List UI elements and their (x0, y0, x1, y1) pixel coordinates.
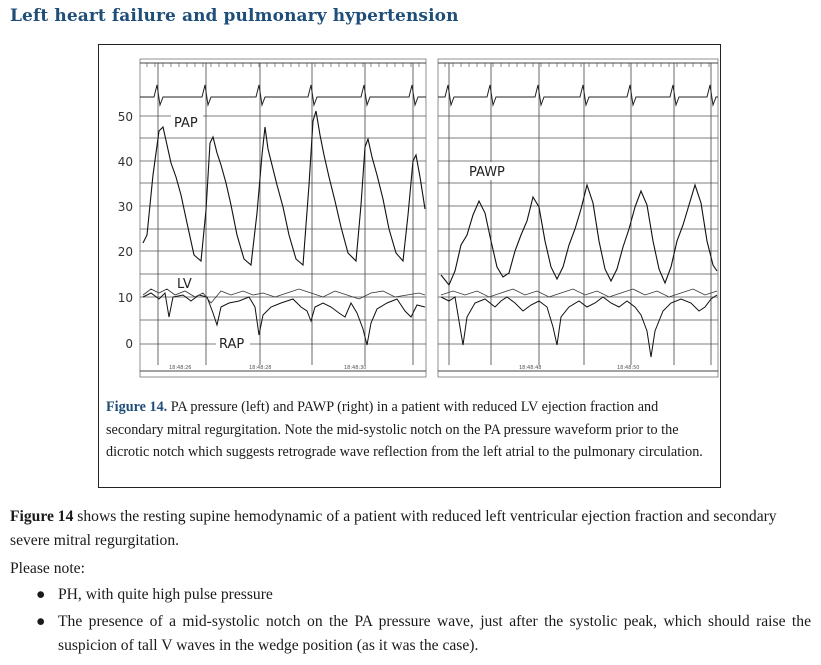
bullet-text: PH, with quite high pulse pressure (58, 586, 273, 603)
bullet-text: The presence of a mid-systolic notch on the PA pressure wave, just after the systolic peak, which should raise the suspicion of tall V waves in the wedge position (as it was the case). (58, 613, 811, 654)
svg-text:18:48:26: 18:48:26 (169, 365, 192, 371)
svg-text:18:48:50: 18:48:50 (617, 365, 640, 371)
figure-14 (98, 44, 721, 488)
pa-pressure-panel (140, 59, 426, 377)
body-paragraph (10, 505, 815, 553)
svg-text:18:48:48: 18:48:48 (519, 365, 542, 371)
bullet-item (10, 610, 811, 658)
caption-text: PA pressure (left) and PAWP (right) in a patient with reduced LV ejection fraction and secondary mitral regurgitation. Note the mid-systolic notch on the PA pressure waveform prior to the dicrotic notch which suggests retrograde wave reflection from the left atrial to the pulmonary circulation. (106, 399, 703, 460)
note-intro: Please note: (10, 560, 85, 577)
bullet-dot-icon: ● (36, 613, 46, 630)
pap-label: PAP (174, 116, 198, 131)
body-paragraph-text: shows the resting supine hemodynamic of a patient with reduced left ventricular ejection fraction and secondary severe mitral regurgitation. (10, 508, 777, 549)
bullet-item (10, 583, 811, 607)
figure-caption (106, 396, 706, 464)
lv-label: LV (177, 277, 192, 292)
bullet-dot-icon: ● (36, 586, 46, 603)
y-tick-0: 0 (125, 337, 133, 351)
y-tick-20: 20 (117, 245, 133, 259)
section-heading: Left heart failure and pulmonary hypertension (10, 6, 459, 26)
y-tick-30: 30 (117, 200, 133, 214)
y-tick-40: 40 (117, 155, 133, 169)
svg-text:18:48:28: 18:48:28 (249, 365, 272, 371)
caption-label: Figure 14. (106, 399, 168, 415)
pawp-panel (438, 59, 718, 377)
pawp-label: PAWP (469, 165, 505, 180)
figure-reference: Figure 14 (10, 508, 74, 525)
rap-label: RAP (219, 337, 245, 352)
y-tick-50: 50 (117, 110, 133, 124)
bullet-list (10, 583, 811, 661)
y-tick-10: 10 (117, 291, 133, 305)
svg-text:18:48:30: 18:48:30 (344, 365, 367, 371)
